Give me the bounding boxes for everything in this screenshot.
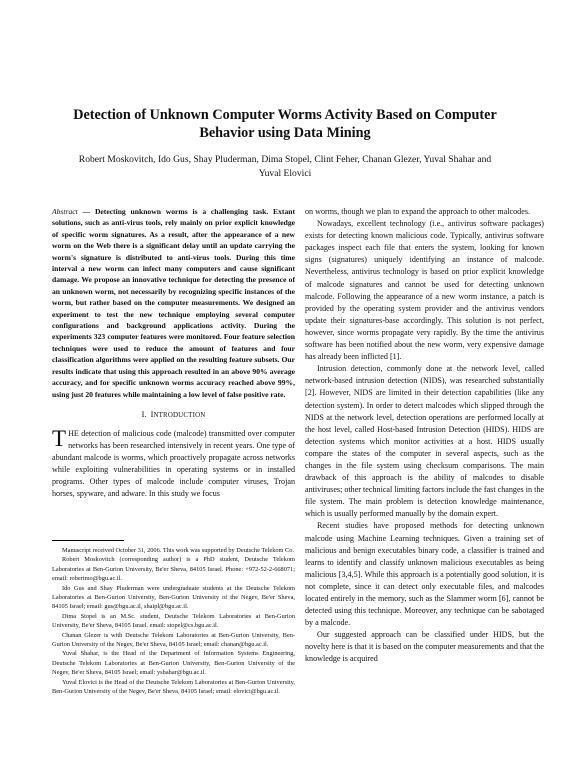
section-title-rest: NTRODUCTION (153, 411, 206, 419)
footnote: Manuscript received October 31, 2006. This work was supported by Deutsche Telekom Co. (62, 547, 295, 554)
footnotes (52, 546, 295, 697)
footnote-rule (52, 540, 124, 541)
abstract-label: Abstract (52, 207, 78, 216)
paper-title: Detection of Unknown Computer Worms Activity Based on Computer Behavior using Data Mining (73, 107, 497, 141)
author-list: Robert Moskovitch, Ido Gus, Shay Pluderman, Dima Stopel, Clint Feher, Chanan Glezer, Yuval Shahar and Yuval Elovici (78, 154, 492, 179)
right-column (305, 206, 544, 666)
drop-cap: T (52, 426, 67, 451)
intro-paragraph (52, 428, 295, 501)
footnote: Robert Moskovitch (corresponding author) is a PhD student, Deutsche Telekom Laboratories at Ben-Gurion University, Be'er Sheva, 84105 Israel. Phone: +972-52-2-668071; email: robertmo@bgu.ac.il. (52, 556, 295, 583)
body-paragraph: Recent studies have proposed methods for detecting unknown malcode using Machine Learning techniques. Given a training set of malicious and benign executables binary code, a classifier is trained and learns to identify and classify unknown malicious executables as being malicious [3,4,5]. While this approach is a potentially good solution, it is not complete, since it can detect only executable files, and malcodes located entirely in the memory, such as the Slammer worm [6], cannot be detected using this technique. Moreover, any technique can be sabotaged by a malcode. (305, 521, 544, 628)
abstract-text: Detecting unknown worms is a challenging task. Extant solutions, such as anti-virus tools, rely mainly on prior explicit knowledge of specific worm signatures. As a result, after the appearance of a new worm on the Web there is a significant delay until an update carrying the worm's signature is distributed to anti-virus tools. During this time interval a new worm can infect many computers and cause significant damage. We propose an innovative technique for detecting the presence of an unknown worm, not necessarily by recognizing specific instances of the worm, but rather based on the computer measurements. We designed an experiment to test the new technique employing several computer configurations and background applications activity. During the experiments 323 computer features were monitored. Four feature selection techniques were used to reduce the amount of features and four classification algorithms were applied on the resulting feature subsets. Our results indicate that using this approach resulted in an above 90% average accuracy, and for specific unknown worms accuracy reached above 99%, using just 20 features while maintaining a low level of false positive rate. (52, 207, 295, 399)
body-paragraph: Intrusion detection, commonly done at the network level, called network-based intrusion detection (NIDS), was researched substantially [2]. However, NIDS are limited in their detection capabilities (like any detection system). In order to detect malcodes which slipped through the NIDS at the network level, detection operations are performed locally at the host level, called Host-based Intrusion Detection (HIDS). HIDS are detection systems which monitor activities at a host. HIDS usually compare the states of the computer in several aspects, such as the changes in the file system using checksum comparisons. The main drawback of this approach is the ability of malcodes to disable antiviruses; other technical limiting factors include the fast changes in the file system. The main problem is detection knowledge maintenance, which is usually performed manually by the domain expert. (305, 364, 544, 519)
section-number: I. (141, 409, 147, 419)
footnote: Chanan Glezer is with Deutsche Telekom Laboratories at Ben-Gurion University, Ben-Gurion University of the Negev, Be'er Sheva, 84105 Israel; email: chanan@bgu.ac.il. (52, 631, 295, 649)
abstract: Abstract — Detecting unknown worms is a challenging task. Extant solutions, such as anti-virus tools, rely mainly on prior explicit knowledge of specific worm signatures. As a result, after the appearance of a new worm on the Web there is a significant delay until an update carrying the worm's signature is distributed to anti-virus tools. During this time interval a new worm can infect many computers and cause significant damage. We propose an innovative technique for detecting the presence of an unknown worm, not necessarily by recognizing specific instances of the worm, but rather based on the computer measurements. We designed an experiment to test the new technique employing several computer configurations and background applications activity. During the experiments 323 computer features were monitored. Four feature selection techniques were used to reduce the amount of features and four classification algorithms were applied on the resulting feature subsets. Our results indicate that using this approach resulted in an above 90% average accuracy, and for specific unknown worms accuracy reached above 99%, using just 20 features while maintaining a low level of false positive rate. (52, 207, 295, 399)
body-paragraph: Our suggested approach can be classified under HIDS, but the novelty here is that it is based on the computer measurements and that the knowledge is acquired (305, 630, 544, 664)
body-paragraph: Nowadays, excellent technology (i.e., antivirus software packages) exists for detecting known malicious code. Typically, antivirus software packages inspect each file that enters the system, looking for known signs (signatures) uniquely identifying an instance of malcode. Nevertheless, antivirus technology is based on prior explicit knowledge of malcode signatures and cannot be used for detecting unknown malcode. Following the appearance of a new worm instance, a patch is provided by the operating system provider and the antivirus vendors update their signatures-base accordingly. This solution is not perfect, however, since worms propagate very rapidly. By the time the antivirus software has been notified about the new worm, very expensive damage has already been inflicted [1]. (305, 219, 544, 362)
footnote: Yuval Elovici is the Head of the Deutsche Telekom Laboratories at Ben-Gurion University, Ben-Gurion University of the Negev, Be'er Sheva, 84105 Israel; email: elovici@bgu.ac.il. (52, 678, 295, 696)
intro-text: HE detection of malicious code (malcode) transmitted over computer networks has been researched intensively in recent years. One type of abundant malcode is worms, which proactively propagate across networks while exploiting vulnerabilities in operating systems or in installed programs. Other types of malcode include computer viruses, Trojan horses, spyware, and adware. In this study we focus (52, 429, 295, 499)
section-heading-introduction (52, 409, 295, 422)
body-paragraph: on worms, though we plan to expand the approach to other malcodes. (305, 207, 530, 216)
footnote: Yuval Shahar, is the Head of the Department of Information Systems Engineering, Deutsche Telekom Laboratories at Ben-Gurion University, Ben-Gurion University of the Negev, Be'er Sheva, 84105 Israel; email: yshahar@bgu.ac.il. (52, 650, 295, 677)
left-column (52, 206, 295, 501)
section-title-first: I (150, 409, 154, 419)
footnote: Dima Stopel is an M.Sc. student, Deutsche Telekom Laboratories at Ben-Gurion University, Be'er Sheva, 84105 Israel. email: stopel@cs.bgu.ac.il. (52, 612, 295, 630)
footnote: Ido Gus and Shay Pluderman were undergraduate students at the Deutsche Telekom Laboratories at Ben-Gurion University, Ben-Gurion University of the Negev, Be'er Sheva, 84105 Israel; email: gus@bgu.ac.il, shaipl@bgu.ac.il. (52, 584, 295, 611)
